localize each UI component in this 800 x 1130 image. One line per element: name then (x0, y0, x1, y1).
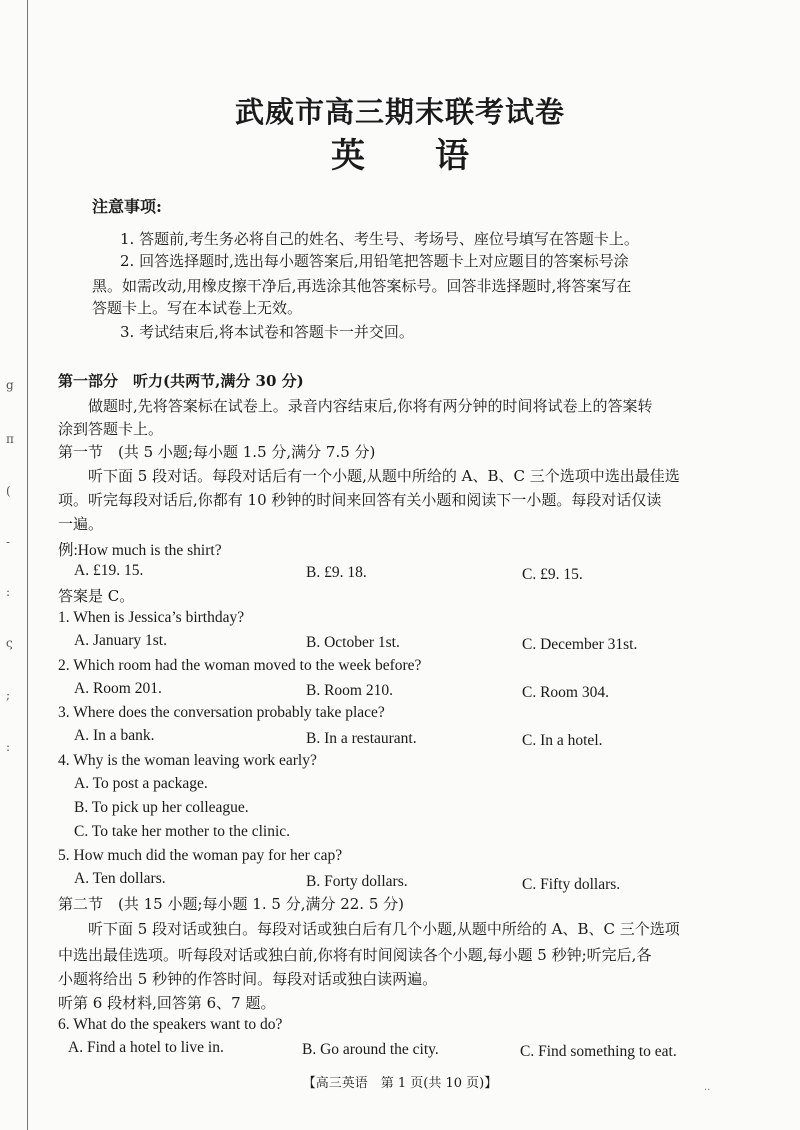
exam-title: 武威市高三期末联考试卷 (234, 95, 565, 129)
q2-option-b: B. Room 210. (306, 682, 393, 699)
margin-mark: ς (6, 636, 13, 650)
margin-mark: : (6, 740, 11, 754)
notice-line: 1. 答题前,考生务必将自己的姓名、考生号、考场号、座位号填写在答题卡上。 (120, 230, 639, 248)
q1-option-a: A. January 1st. (74, 632, 167, 649)
question-5: 5. How much did the woman pay for her cap? (58, 847, 343, 864)
margin-mark: ( (6, 484, 11, 498)
section2-intro-line: 中选出最佳选项。听每段对话或独白前,你将有时间阅读各个小题,每小题 5 秒钟;听完后,各 (58, 946, 652, 964)
q4-option-c: C. To take her mother to the clinic. (74, 823, 291, 840)
q4-option-a: A. To post a package. (74, 775, 208, 792)
example-option-b: B. £9. 18. (306, 564, 367, 581)
example-question: 例:How much is the shirt? (58, 542, 222, 559)
part1-intro-line: 做题时,先将答案标在试卷上。录音内容结束后,你将有两分钟的时间将试卷上的答案转 (88, 397, 653, 415)
section2-intro-line: 小题将给出 5 秒钟的作答时间。每段对话或独白读两遍。 (58, 970, 438, 988)
margin-mark: - (6, 535, 11, 549)
notice-heading: 注意事项: (92, 197, 162, 216)
q6-option-c: C. Find something to eat. (520, 1043, 677, 1060)
question-4: 4. Why is the woman leaving work early? (58, 752, 317, 769)
section2-intro-line: 听下面 5 段对话或独白。每段对话或独白后有几个小题,从题中所给的 A、B、C 三个选项 (88, 920, 680, 938)
subject-char: 语 (435, 136, 469, 176)
q5-option-a: A. Ten dollars. (74, 870, 166, 887)
margin-mark: π (6, 432, 14, 446)
q6-option-a: A. Find a hotel to live in. (68, 1039, 224, 1056)
section1-intro-line: 项。听完每段对话后,你都有 10 秒钟的时间来回答有关小题和阅读下一小题。每段对话仅读 (58, 491, 662, 509)
section1-intro-line: 听下面 5 段对话。每段对话后有一个小题,从题中所给的 A、B、C 三个选项中选出最佳选 (88, 467, 680, 485)
question-3: 3. Where does the conversation probably take place? (58, 704, 385, 721)
example-answer: 答案是 C。 (58, 587, 135, 605)
section2-heading: 第二节 (共 15 小题;每小题 1. 5 分,满分 22. 5 分) (58, 895, 405, 913)
part1-intro-line: 涂到答题卡上。 (58, 420, 164, 438)
margin-mark: ; (6, 688, 11, 702)
subject-char: 英 (331, 136, 365, 176)
q2-option-c: C. Room 304. (522, 684, 609, 701)
q3-option-b: B. In a restaurant. (306, 730, 417, 747)
question-1: 1. When is Jessica’s birthday? (58, 609, 245, 626)
section1-heading: 第一节 (共 5 小题;每小题 1.5 分,满分 7.5 分) (58, 443, 376, 461)
q2-option-a: A. Room 201. (74, 680, 162, 697)
q1-option-b: B. October 1st. (306, 634, 400, 651)
material-instruction: 听第 6 段材料,回答第 6、7 题。 (58, 994, 276, 1012)
q6-option-b: B. Go around the city. (302, 1041, 439, 1058)
subject-title (0, 128, 800, 177)
page-footer: 【高三英语 第 1 页(共 10 页)】 (302, 1076, 498, 1091)
example-option-c: C. £9. 15. (522, 566, 583, 583)
q4-option-b: B. To pick up her colleague. (74, 799, 249, 816)
q5-option-c: C. Fifty dollars. (522, 876, 621, 893)
part1-heading: 第一部分 听力(共两节,满分 30 分) (58, 372, 304, 390)
section1-intro-line: 一遍。 (58, 515, 104, 533)
notice-line: 黑。如需改动,用橡皮擦干净后,再选涂其他答案标号。回答非选择题时,将答案写在 (92, 277, 632, 295)
question-2: 2. Which room had the woman moved to the week before? (58, 657, 422, 674)
q5-option-b: B. Forty dollars. (306, 873, 408, 890)
corner-mark: .. (704, 1082, 711, 1093)
example-option-a: A. £19. 15. (74, 562, 144, 579)
notice-line: 3. 考试结束后,将本试卷和答题卡一并交回。 (120, 323, 414, 341)
q3-option-a: A. In a bank. (74, 727, 155, 744)
margin-mark: : (6, 585, 11, 599)
notice-line: 2. 回答选择题时,选出每小题答案后,用铅笔把答题卡上对应题目的答案标号涂 (120, 252, 629, 270)
notice-line: 答题卡上。写在本试卷上无效。 (92, 299, 303, 317)
margin-mark: g (6, 378, 14, 392)
q3-option-c: C. In a hotel. (522, 732, 603, 749)
q1-option-c: C. December 31st. (522, 636, 638, 653)
question-6: 6. What do the speakers want to do? (58, 1016, 283, 1033)
